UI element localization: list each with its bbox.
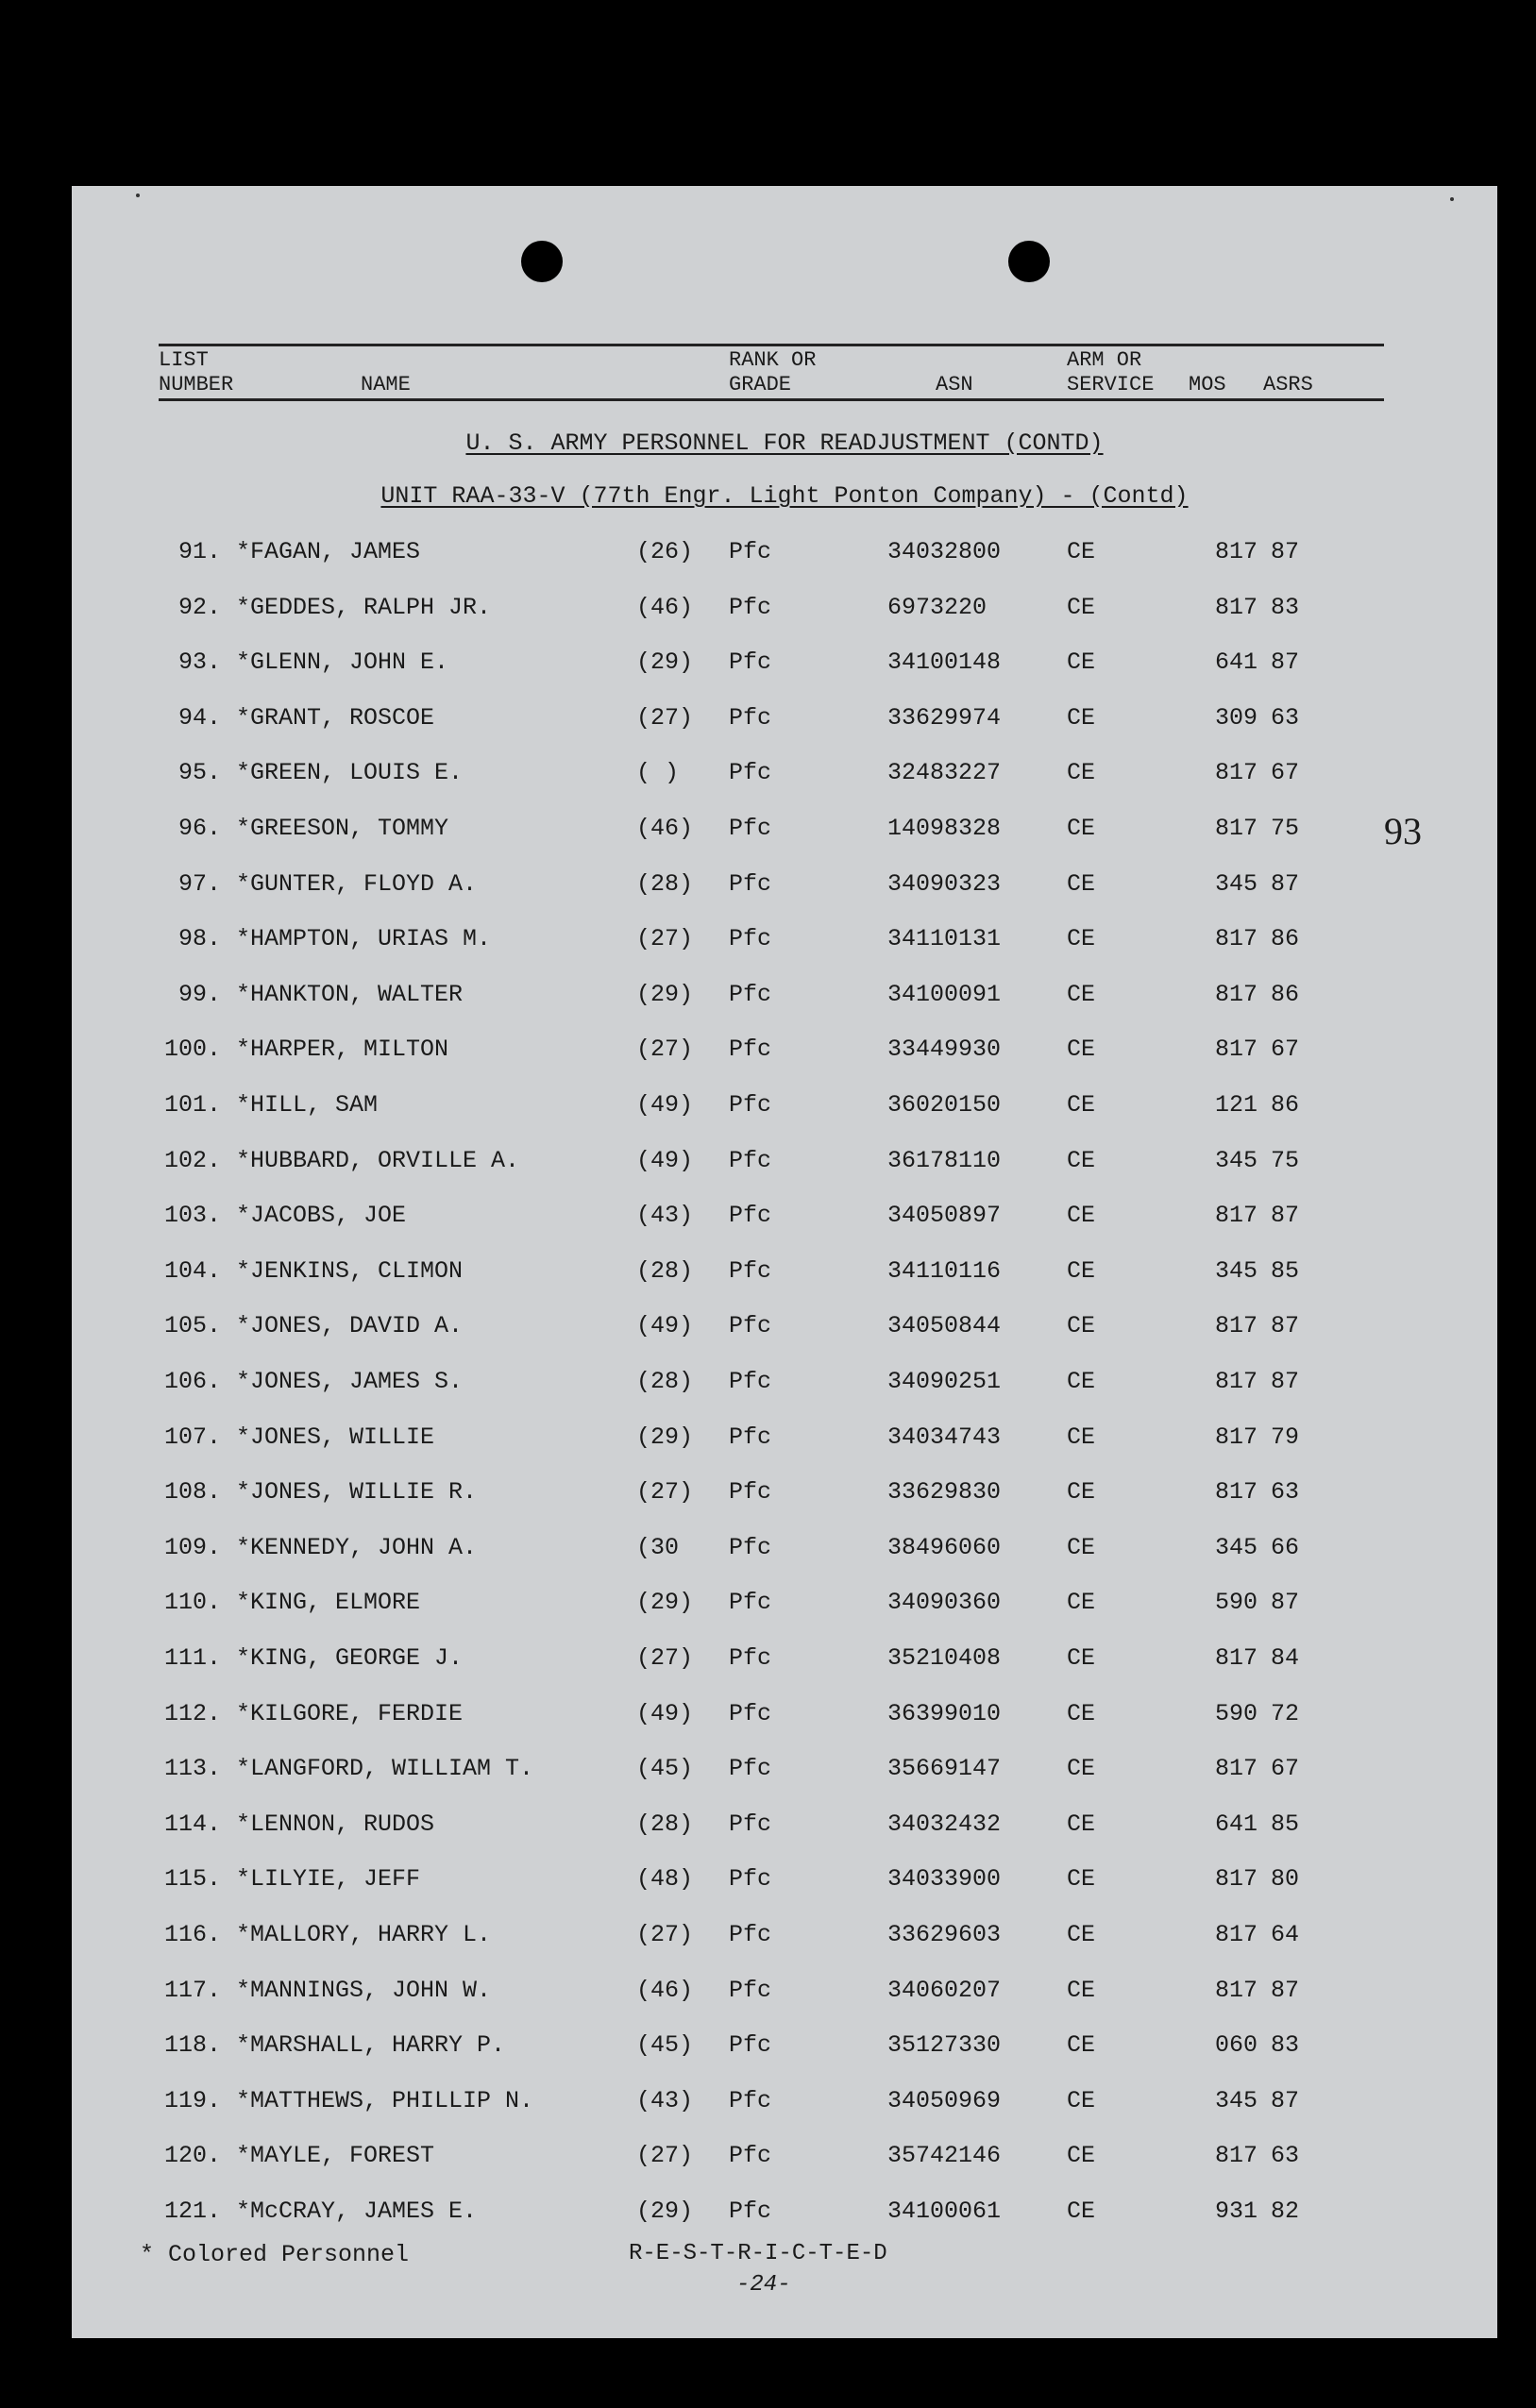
mos: 309 — [1214, 703, 1257, 732]
mos: 345 — [1214, 2086, 1257, 2114]
asrs-score: 80 — [1271, 1865, 1300, 1894]
mos: 641 — [1214, 1810, 1257, 1838]
rank: Pfc — [729, 1533, 772, 1561]
asn: 34033900 — [887, 1865, 1002, 1894]
arm-service: CE — [1067, 1312, 1096, 1340]
list-number: 101. — [163, 1091, 221, 1119]
asn: 33629974 — [887, 703, 1002, 732]
asn: 36399010 — [887, 1699, 1002, 1727]
table-row — [72, 1188, 1497, 1243]
asrs-score: 67 — [1271, 759, 1300, 787]
rank: Pfc — [729, 538, 772, 565]
list-number: 106. — [163, 1368, 221, 1395]
list-number: 107. — [163, 1423, 221, 1451]
mos: 817 — [1214, 1755, 1257, 1783]
table-row — [72, 2074, 1497, 2129]
person-name: *MATTHEWS, PHILLIP N. — [236, 2086, 534, 2114]
asrs-score: 86 — [1271, 925, 1300, 953]
asrs-score: 75 — [1271, 815, 1300, 842]
rank: Pfc — [729, 1146, 772, 1174]
asrs-score: 86 — [1271, 980, 1300, 1008]
rank: Pfc — [729, 2086, 772, 2114]
arm-service: CE — [1067, 2086, 1096, 2114]
person-name: *HAMPTON, URIAS M. — [236, 925, 492, 953]
table-row — [72, 1299, 1497, 1354]
asn: 34090360 — [887, 1589, 1002, 1617]
person-name: *GREESON, TOMMY — [236, 815, 449, 842]
list-number: 96. — [177, 815, 221, 842]
arm-service: CE — [1067, 2198, 1096, 2225]
arm-service: CE — [1067, 1533, 1096, 1561]
rank: Pfc — [729, 869, 772, 898]
rank: Pfc — [729, 1589, 772, 1617]
arm-service: CE — [1067, 1755, 1096, 1783]
person-name: *MARSHALL, HARRY P. — [236, 2031, 506, 2060]
person-name: *LILYIE, JEFF — [236, 1865, 421, 1894]
arm-service: CE — [1067, 2142, 1096, 2170]
document-page — [72, 186, 1497, 2338]
age: (26) — [636, 538, 694, 565]
asn: 35210408 — [887, 1644, 1002, 1672]
asrs-score: 63 — [1271, 703, 1300, 732]
asn: 34050844 — [887, 1312, 1002, 1340]
asrs-score: 87 — [1271, 1589, 1300, 1617]
rank: Pfc — [729, 1755, 772, 1783]
list-number: 115. — [163, 1865, 221, 1894]
asn: 34100148 — [887, 648, 1002, 677]
age: (49) — [636, 1146, 694, 1174]
person-name: *KING, GEORGE J. — [236, 1644, 464, 1672]
table-row — [72, 1521, 1497, 1575]
mos: 817 — [1214, 538, 1257, 565]
mos: 931 — [1214, 2198, 1257, 2225]
asn: 14098328 — [887, 815, 1002, 842]
asrs-score: 63 — [1271, 1478, 1300, 1507]
list-number: 120. — [163, 2142, 221, 2170]
rank: Pfc — [729, 1423, 772, 1451]
list-number: 100. — [163, 1036, 221, 1064]
list-number: 92. — [177, 593, 221, 621]
age: (29) — [636, 1423, 694, 1451]
list-number: 121. — [163, 2198, 221, 2225]
asrs-score: 87 — [1271, 2086, 1300, 2114]
asrs-score: 66 — [1271, 1533, 1300, 1561]
header-rule-top — [159, 344, 1384, 346]
rank: Pfc — [729, 703, 772, 732]
list-number: 98. — [177, 925, 221, 953]
mos: 817 — [1214, 1423, 1257, 1451]
table-row — [72, 1078, 1497, 1133]
arm-service: CE — [1067, 869, 1096, 898]
punch-hole-right — [1008, 241, 1050, 282]
asrs-score: 63 — [1271, 2142, 1300, 2170]
asn: 34100091 — [887, 980, 1002, 1008]
arm-service: CE — [1067, 703, 1096, 732]
list-number: 119. — [163, 2086, 221, 2114]
table-row — [72, 1465, 1497, 1520]
table-row — [72, 691, 1497, 746]
person-name: *JONES, WILLIE — [236, 1423, 435, 1451]
asn: 34032432 — [887, 1810, 1002, 1838]
age: (27) — [636, 2142, 694, 2170]
asrs-score: 67 — [1271, 1036, 1300, 1064]
table-row — [72, 2129, 1497, 2183]
age: ( ) — [636, 759, 680, 787]
person-name: *MAYLE, FOREST — [236, 2142, 435, 2170]
age: (29) — [636, 648, 694, 677]
mos: 817 — [1214, 1865, 1257, 1894]
asn: 33629830 — [887, 1478, 1002, 1507]
asrs-score: 87 — [1271, 538, 1300, 565]
person-name: *HILL, SAM — [236, 1091, 379, 1119]
table-row — [72, 968, 1497, 1022]
arm-service: CE — [1067, 593, 1096, 621]
asn: 35742146 — [887, 2142, 1002, 2170]
person-name: *GRANT, ROSCOE — [236, 703, 435, 732]
person-name: *KILGORE, FERDIE — [236, 1699, 464, 1727]
list-number: 104. — [163, 1256, 221, 1285]
person-name: *GUNTER, FLOYD A. — [236, 869, 478, 898]
age: (27) — [636, 1644, 694, 1672]
rank: Pfc — [729, 2198, 772, 2225]
mos: 817 — [1214, 1921, 1257, 1948]
asn: 34090323 — [887, 869, 1002, 898]
asn: 34050969 — [887, 2086, 1002, 2114]
rank: Pfc — [729, 2142, 772, 2170]
person-name: *LENNON, RUDOS — [236, 1810, 435, 1838]
age: (43) — [636, 1202, 694, 1230]
rank: Pfc — [729, 2031, 772, 2060]
mos: 345 — [1214, 1533, 1257, 1561]
age: (27) — [636, 1036, 694, 1064]
asn: 34034743 — [887, 1423, 1002, 1451]
asn: 34100061 — [887, 2198, 1002, 2225]
table-row — [72, 1022, 1497, 1077]
arm-service: CE — [1067, 1699, 1096, 1727]
rank: Pfc — [729, 1202, 772, 1230]
asn: 32483227 — [887, 759, 1002, 787]
person-name: *LANGFORD, WILLIAM T. — [236, 1755, 534, 1783]
asrs-score: 87 — [1271, 648, 1300, 677]
list-number: 99. — [177, 980, 221, 1008]
asn: 36020150 — [887, 1091, 1002, 1119]
mos: 817 — [1214, 1976, 1257, 2004]
arm-service: CE — [1067, 1589, 1096, 1617]
list-number: 94. — [177, 703, 221, 732]
classification-mark: R-E-S-T-R-I-C-T-E-D — [629, 2241, 887, 2266]
age: (30 — [636, 1533, 680, 1561]
header-list-number: LIST NUMBER — [159, 348, 234, 396]
asrs-score: 75 — [1271, 1146, 1300, 1174]
list-number: 108. — [163, 1478, 221, 1507]
age: (28) — [636, 1810, 694, 1838]
arm-service: CE — [1067, 759, 1096, 787]
mos: 817 — [1214, 1644, 1257, 1672]
age: (45) — [636, 2031, 694, 2060]
age: (29) — [636, 980, 694, 1008]
list-number: 113. — [163, 1755, 221, 1783]
table-row — [72, 857, 1497, 912]
list-number: 118. — [163, 2031, 221, 2060]
asn: 6973220 — [887, 593, 987, 621]
rank: Pfc — [729, 1368, 772, 1395]
header-asn: ASN — [936, 373, 973, 396]
person-name: *JONES, WILLIE R. — [236, 1478, 478, 1507]
table-row — [72, 1687, 1497, 1742]
asrs-score: 85 — [1271, 1256, 1300, 1285]
mos: 817 — [1214, 1478, 1257, 1507]
arm-service: CE — [1067, 1091, 1096, 1119]
asn: 34060207 — [887, 1976, 1002, 2004]
asrs-score: 87 — [1271, 1312, 1300, 1340]
asrs-score: 72 — [1271, 1699, 1300, 1727]
mos: 817 — [1214, 759, 1257, 787]
arm-service: CE — [1067, 2031, 1096, 2060]
list-number: 111. — [163, 1644, 221, 1672]
person-name: *McCRAY, JAMES E. — [236, 2198, 478, 2225]
asrs-score: 82 — [1271, 2198, 1300, 2225]
arm-service: CE — [1067, 1644, 1096, 1672]
asn: 36178110 — [887, 1146, 1002, 1174]
header-arm: ARM OR SERVICE — [1067, 348, 1155, 396]
asrs-score: 67 — [1271, 1755, 1300, 1783]
rank: Pfc — [729, 980, 772, 1008]
list-number: 97. — [177, 869, 221, 898]
rank: Pfc — [729, 1921, 772, 1948]
asn: 34050897 — [887, 1202, 1002, 1230]
mos: 641 — [1214, 648, 1257, 677]
asn: 38496060 — [887, 1533, 1002, 1561]
mos: 817 — [1214, 593, 1257, 621]
mos: 345 — [1214, 1256, 1257, 1285]
asn: 34032800 — [887, 538, 1002, 565]
mos: 345 — [1214, 1146, 1257, 1174]
arm-service: CE — [1067, 1256, 1096, 1285]
list-number: 93. — [177, 648, 221, 677]
rank: Pfc — [729, 1865, 772, 1894]
header-asrs: ASRS — [1263, 373, 1313, 396]
mos: 590 — [1214, 1589, 1257, 1617]
table-row — [72, 746, 1497, 800]
rank: Pfc — [729, 1976, 772, 2004]
age: (49) — [636, 1312, 694, 1340]
footer-note: * Colored Personnel — [140, 2241, 410, 2268]
rank: Pfc — [729, 648, 772, 677]
table-row — [72, 1908, 1497, 1962]
person-name: *JONES, JAMES S. — [236, 1368, 464, 1395]
rank: Pfc — [729, 1091, 772, 1119]
mos: 590 — [1214, 1699, 1257, 1727]
paper-speck — [136, 194, 140, 197]
arm-service: CE — [1067, 648, 1096, 677]
margin-number: 93 — [1384, 810, 1422, 852]
age: (46) — [636, 1976, 694, 2004]
paper-speck — [1450, 197, 1454, 201]
person-name: *KING, ELMORE — [236, 1589, 421, 1617]
arm-service: CE — [1067, 1146, 1096, 1174]
list-number: 102. — [163, 1146, 221, 1174]
mos: 060 — [1214, 2031, 1257, 2060]
asrs-score: 87 — [1271, 1202, 1300, 1230]
arm-service: CE — [1067, 1810, 1096, 1838]
person-name: *MALLORY, HARRY L. — [236, 1921, 492, 1948]
table-row — [72, 581, 1497, 635]
age: (49) — [636, 1091, 694, 1119]
unit-title: UNIT RAA-33-V (77th Engr. Light Ponton Company) - (Contd) — [380, 482, 1189, 510]
age: (46) — [636, 593, 694, 621]
punch-hole-left — [521, 241, 563, 282]
arm-service: CE — [1067, 1202, 1096, 1230]
table-row — [72, 635, 1497, 690]
age: (27) — [636, 703, 694, 732]
age: (27) — [636, 925, 694, 953]
list-number: 103. — [163, 1202, 221, 1230]
age: (43) — [636, 2086, 694, 2114]
list-number: 105. — [163, 1312, 221, 1340]
person-name: *KENNEDY, JOHN A. — [236, 1533, 478, 1561]
mos: 817 — [1214, 925, 1257, 953]
rank: Pfc — [729, 1478, 772, 1507]
rank: Pfc — [729, 925, 772, 953]
person-name: *GREEN, LOUIS E. — [236, 759, 464, 787]
rank: Pfc — [729, 1256, 772, 1285]
arm-service: CE — [1067, 1865, 1096, 1894]
arm-service: CE — [1067, 815, 1096, 842]
rank: Pfc — [729, 1644, 772, 1672]
person-name: *HARPER, MILTON — [236, 1036, 449, 1064]
person-name: *JENKINS, CLIMON — [236, 1256, 464, 1285]
mos: 121 — [1214, 1091, 1257, 1119]
mos: 817 — [1214, 1368, 1257, 1395]
rank: Pfc — [729, 1036, 772, 1064]
age: (46) — [636, 815, 694, 842]
mos: 817 — [1214, 980, 1257, 1008]
rank: Pfc — [729, 593, 772, 621]
header-rank: RANK OR GRADE — [729, 348, 817, 396]
asn: 33629603 — [887, 1921, 1002, 1948]
asn: 35127330 — [887, 2031, 1002, 2060]
asn: 35669147 — [887, 1755, 1002, 1783]
table-row — [72, 1742, 1497, 1796]
mos: 345 — [1214, 869, 1257, 898]
mos: 817 — [1214, 1202, 1257, 1230]
list-number: 91. — [177, 538, 221, 565]
asrs-score: 87 — [1271, 1976, 1300, 2004]
mos: 817 — [1214, 1312, 1257, 1340]
page-title: U. S. ARMY PERSONNEL FOR READJUSTMENT (CONTD) — [465, 429, 1104, 457]
asrs-score: 64 — [1271, 1921, 1300, 1948]
age: (28) — [636, 1256, 694, 1285]
asn: 33449930 — [887, 1036, 1002, 1064]
mos: 817 — [1214, 2142, 1257, 2170]
person-name: *MANNINGS, JOHN W. — [236, 1976, 492, 2004]
rank: Pfc — [729, 1312, 772, 1340]
list-number: 95. — [177, 759, 221, 787]
asn: 34110131 — [887, 925, 1002, 953]
mos: 817 — [1214, 1036, 1257, 1064]
age: (28) — [636, 1368, 694, 1395]
header-name: NAME — [361, 373, 411, 396]
list-number: 114. — [163, 1810, 221, 1838]
table-row — [72, 1631, 1497, 1686]
arm-service: CE — [1067, 1368, 1096, 1395]
table-row — [72, 1410, 1497, 1465]
list-number: 110. — [163, 1589, 221, 1617]
person-name: *GEDDES, RALPH JR. — [236, 593, 492, 621]
age: (27) — [636, 1478, 694, 1507]
asrs-score: 83 — [1271, 593, 1300, 621]
table-row — [72, 801, 1497, 856]
arm-service: CE — [1067, 538, 1096, 565]
person-name: *FAGAN, JAMES — [236, 538, 421, 565]
asrs-score: 87 — [1271, 1368, 1300, 1395]
asn: 34110116 — [887, 1256, 1002, 1285]
header-mos: MOS — [1189, 373, 1226, 396]
list-number: 117. — [163, 1976, 221, 2004]
arm-service: CE — [1067, 1976, 1096, 2004]
asrs-score: 87 — [1271, 869, 1300, 898]
page-number: -24- — [736, 2272, 791, 2298]
arm-service: CE — [1067, 1921, 1096, 1948]
table-row — [72, 1134, 1497, 1188]
mos: 817 — [1214, 815, 1257, 842]
asrs-score: 86 — [1271, 1091, 1300, 1119]
table-row — [72, 1963, 1497, 2018]
asn: 34090251 — [887, 1368, 1002, 1395]
rank: Pfc — [729, 759, 772, 787]
person-name: *JONES, DAVID A. — [236, 1312, 464, 1340]
person-name: *GLENN, JOHN E. — [236, 648, 449, 677]
list-number: 116. — [163, 1921, 221, 1948]
table-row — [72, 1575, 1497, 1630]
asrs-score: 84 — [1271, 1644, 1300, 1672]
person-name: *HUBBARD, ORVILLE A. — [236, 1146, 520, 1174]
arm-service: CE — [1067, 1036, 1096, 1064]
person-name: *HANKTON, WALTER — [236, 980, 464, 1008]
age: (48) — [636, 1865, 694, 1894]
age: (29) — [636, 2198, 694, 2225]
table-row — [72, 912, 1497, 967]
age: (45) — [636, 1755, 694, 1783]
person-name: *JACOBS, JOE — [236, 1202, 407, 1230]
age: (49) — [636, 1699, 694, 1727]
asrs-score: 85 — [1271, 1810, 1300, 1838]
table-row — [72, 1797, 1497, 1852]
list-number: 109. — [163, 1533, 221, 1561]
asrs-score: 83 — [1271, 2031, 1300, 2060]
rank: Pfc — [729, 1699, 772, 1727]
age: (29) — [636, 1589, 694, 1617]
age: (28) — [636, 869, 694, 898]
arm-service: CE — [1067, 1423, 1096, 1451]
arm-service: CE — [1067, 980, 1096, 1008]
asrs-score: 79 — [1271, 1423, 1300, 1451]
table-row — [72, 1355, 1497, 1409]
table-row — [72, 1244, 1497, 1299]
arm-service: CE — [1067, 1478, 1096, 1507]
table-row — [72, 2018, 1497, 2073]
rank: Pfc — [729, 1810, 772, 1838]
table-row — [72, 2184, 1497, 2239]
rank: Pfc — [729, 815, 772, 842]
arm-service: CE — [1067, 925, 1096, 953]
list-number: 112. — [163, 1699, 221, 1727]
header-rule-bottom — [159, 398, 1384, 401]
table-row — [72, 1852, 1497, 1907]
table-row — [72, 525, 1497, 580]
age: (27) — [636, 1921, 694, 1948]
